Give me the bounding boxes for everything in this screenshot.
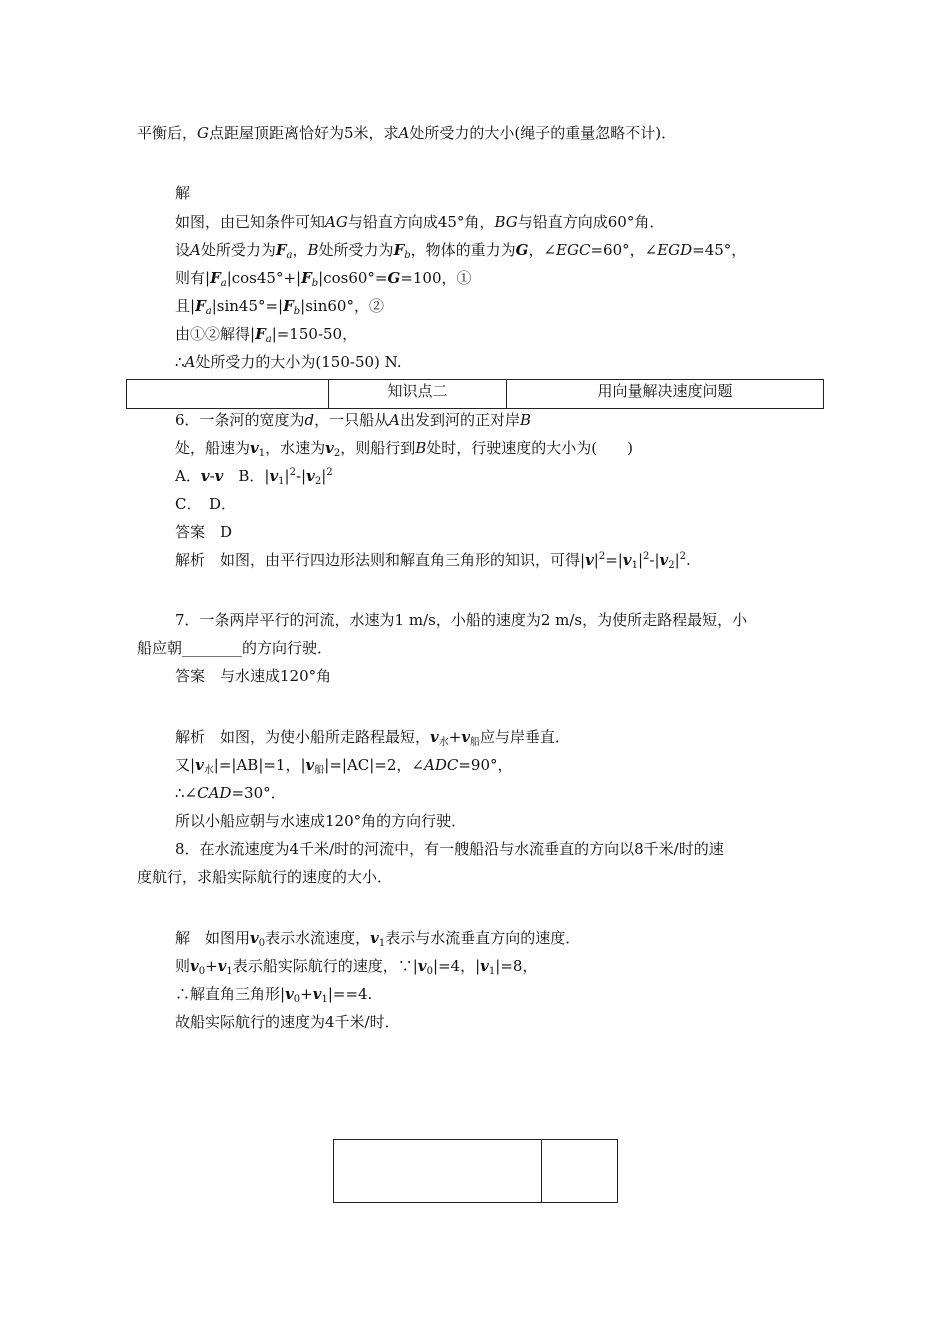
knowledge-point-table: [126, 379, 824, 409]
question-7-explanation-4: 所以小船应朝与水速成120°角的方向行驶．: [175, 812, 467, 830]
question-8-line-2: 度航行，求船实际航行的速度的大小．: [137, 868, 393, 886]
question-7-explanation-1: 解析 如图，为使小船所走路程最短，$v_水+v_船$应与岸垂直．: [175, 728, 571, 748]
table-cell-knowledge-point: 知识点二: [329, 380, 507, 409]
question-7-line-1: 7．一条两岸平行的河流，水速为1 m/s，小船的速度为2 m/s，为使所走路程最短，小: [175, 611, 748, 629]
solution-5-equation-1: 则有$|F_a|\cos 45^\circ+|F_b|\cos 60^\circ=G=100$，①: [175, 269, 472, 289]
question-6-options-ab: A．v-v B．$|v_1|^2-|v_2|^2$: [175, 467, 333, 487]
solution-5-line-1: 如图，由已知条件可知AG与铅直方向成45°角，BG与铅直方向成60°角．: [175, 213, 665, 231]
blank-table: [333, 1139, 618, 1203]
table-cell-topic-title: 用向量解决速度问题: [507, 380, 824, 409]
table-row: [127, 380, 824, 409]
table-cell-blank-right: [542, 1140, 618, 1203]
question-8-solution-1: 解 如图用$v_0$表示水流速度，$v_1$表示与水流垂直方向的速度．: [175, 929, 581, 949]
question-7-explanation-3: ∴∠CAD=30°．: [175, 784, 286, 802]
solution-5-equation-2: 且$|F_a|\sin 45^\circ=|F_b|\sin 60^\circ$，②: [175, 297, 384, 317]
question-6-explanation: 解析 如图，由平行四边形法则和解直角三角形的知识，可得$|v|^2=|v_1|^2-|v_2|^2$.: [175, 551, 691, 571]
question-7-line-2: 船应朝________的方向行驶．: [137, 639, 333, 657]
solution-5-result: 由①②解得$|F_a|=150-50$，: [175, 325, 358, 345]
question-6-answer: 答案 D: [175, 523, 233, 541]
question-6-line-2: 处，船速为$v_1$，水速为$v_2$，则船行到B处时，行驶速度的大小为( ): [175, 439, 633, 459]
question-7-answer: 答案 与水速成120°角: [175, 667, 332, 685]
table-row: [334, 1140, 618, 1203]
solution-5-heading: 解: [175, 184, 191, 202]
question-7-explanation-2: 又$|v_水|=|AB|=1$，$|v_船|=|AC|=2$，∠ADC=90°，: [175, 756, 513, 776]
solution-5-conclusion: ∴A处所受力的大小为(150-50) N.: [175, 353, 402, 371]
question-6-options-cd: C． D．: [175, 495, 237, 513]
question-8-line-1: 8．在水流速度为4千米/时的河流中，有一艘船沿与水流垂直的方向以8千米/时的速: [175, 840, 724, 858]
problem-5-tail: 平衡后，G点距屋顶距离恰好为5米，求A处所受力的大小(绳子的重量忽略不计)．: [137, 124, 677, 142]
question-8-solution-2: 则$v_0+v_1$表示船实际航行的速度，$\because|v_0|=4$，$|v_1|=8$，: [175, 957, 538, 977]
question-6-line-1: 6．一条河的宽度为d，一只船从A出发到河的正对岸B: [175, 411, 532, 429]
solution-5-line-2: 设A处所受力为$F_a$，B处所受力为$F_b$，物体的重力为G，∠EGC=60°，∠EGD=45°，: [175, 241, 747, 261]
table-cell-blank-left: [334, 1140, 542, 1203]
table-cell-blank: [127, 380, 329, 409]
question-8-solution-3: ∴解直角三角形$|v_0+v_1|==4$.: [175, 985, 373, 1005]
question-8-solution-4: 故船实际航行的速度为4千米/时．: [175, 1013, 400, 1031]
